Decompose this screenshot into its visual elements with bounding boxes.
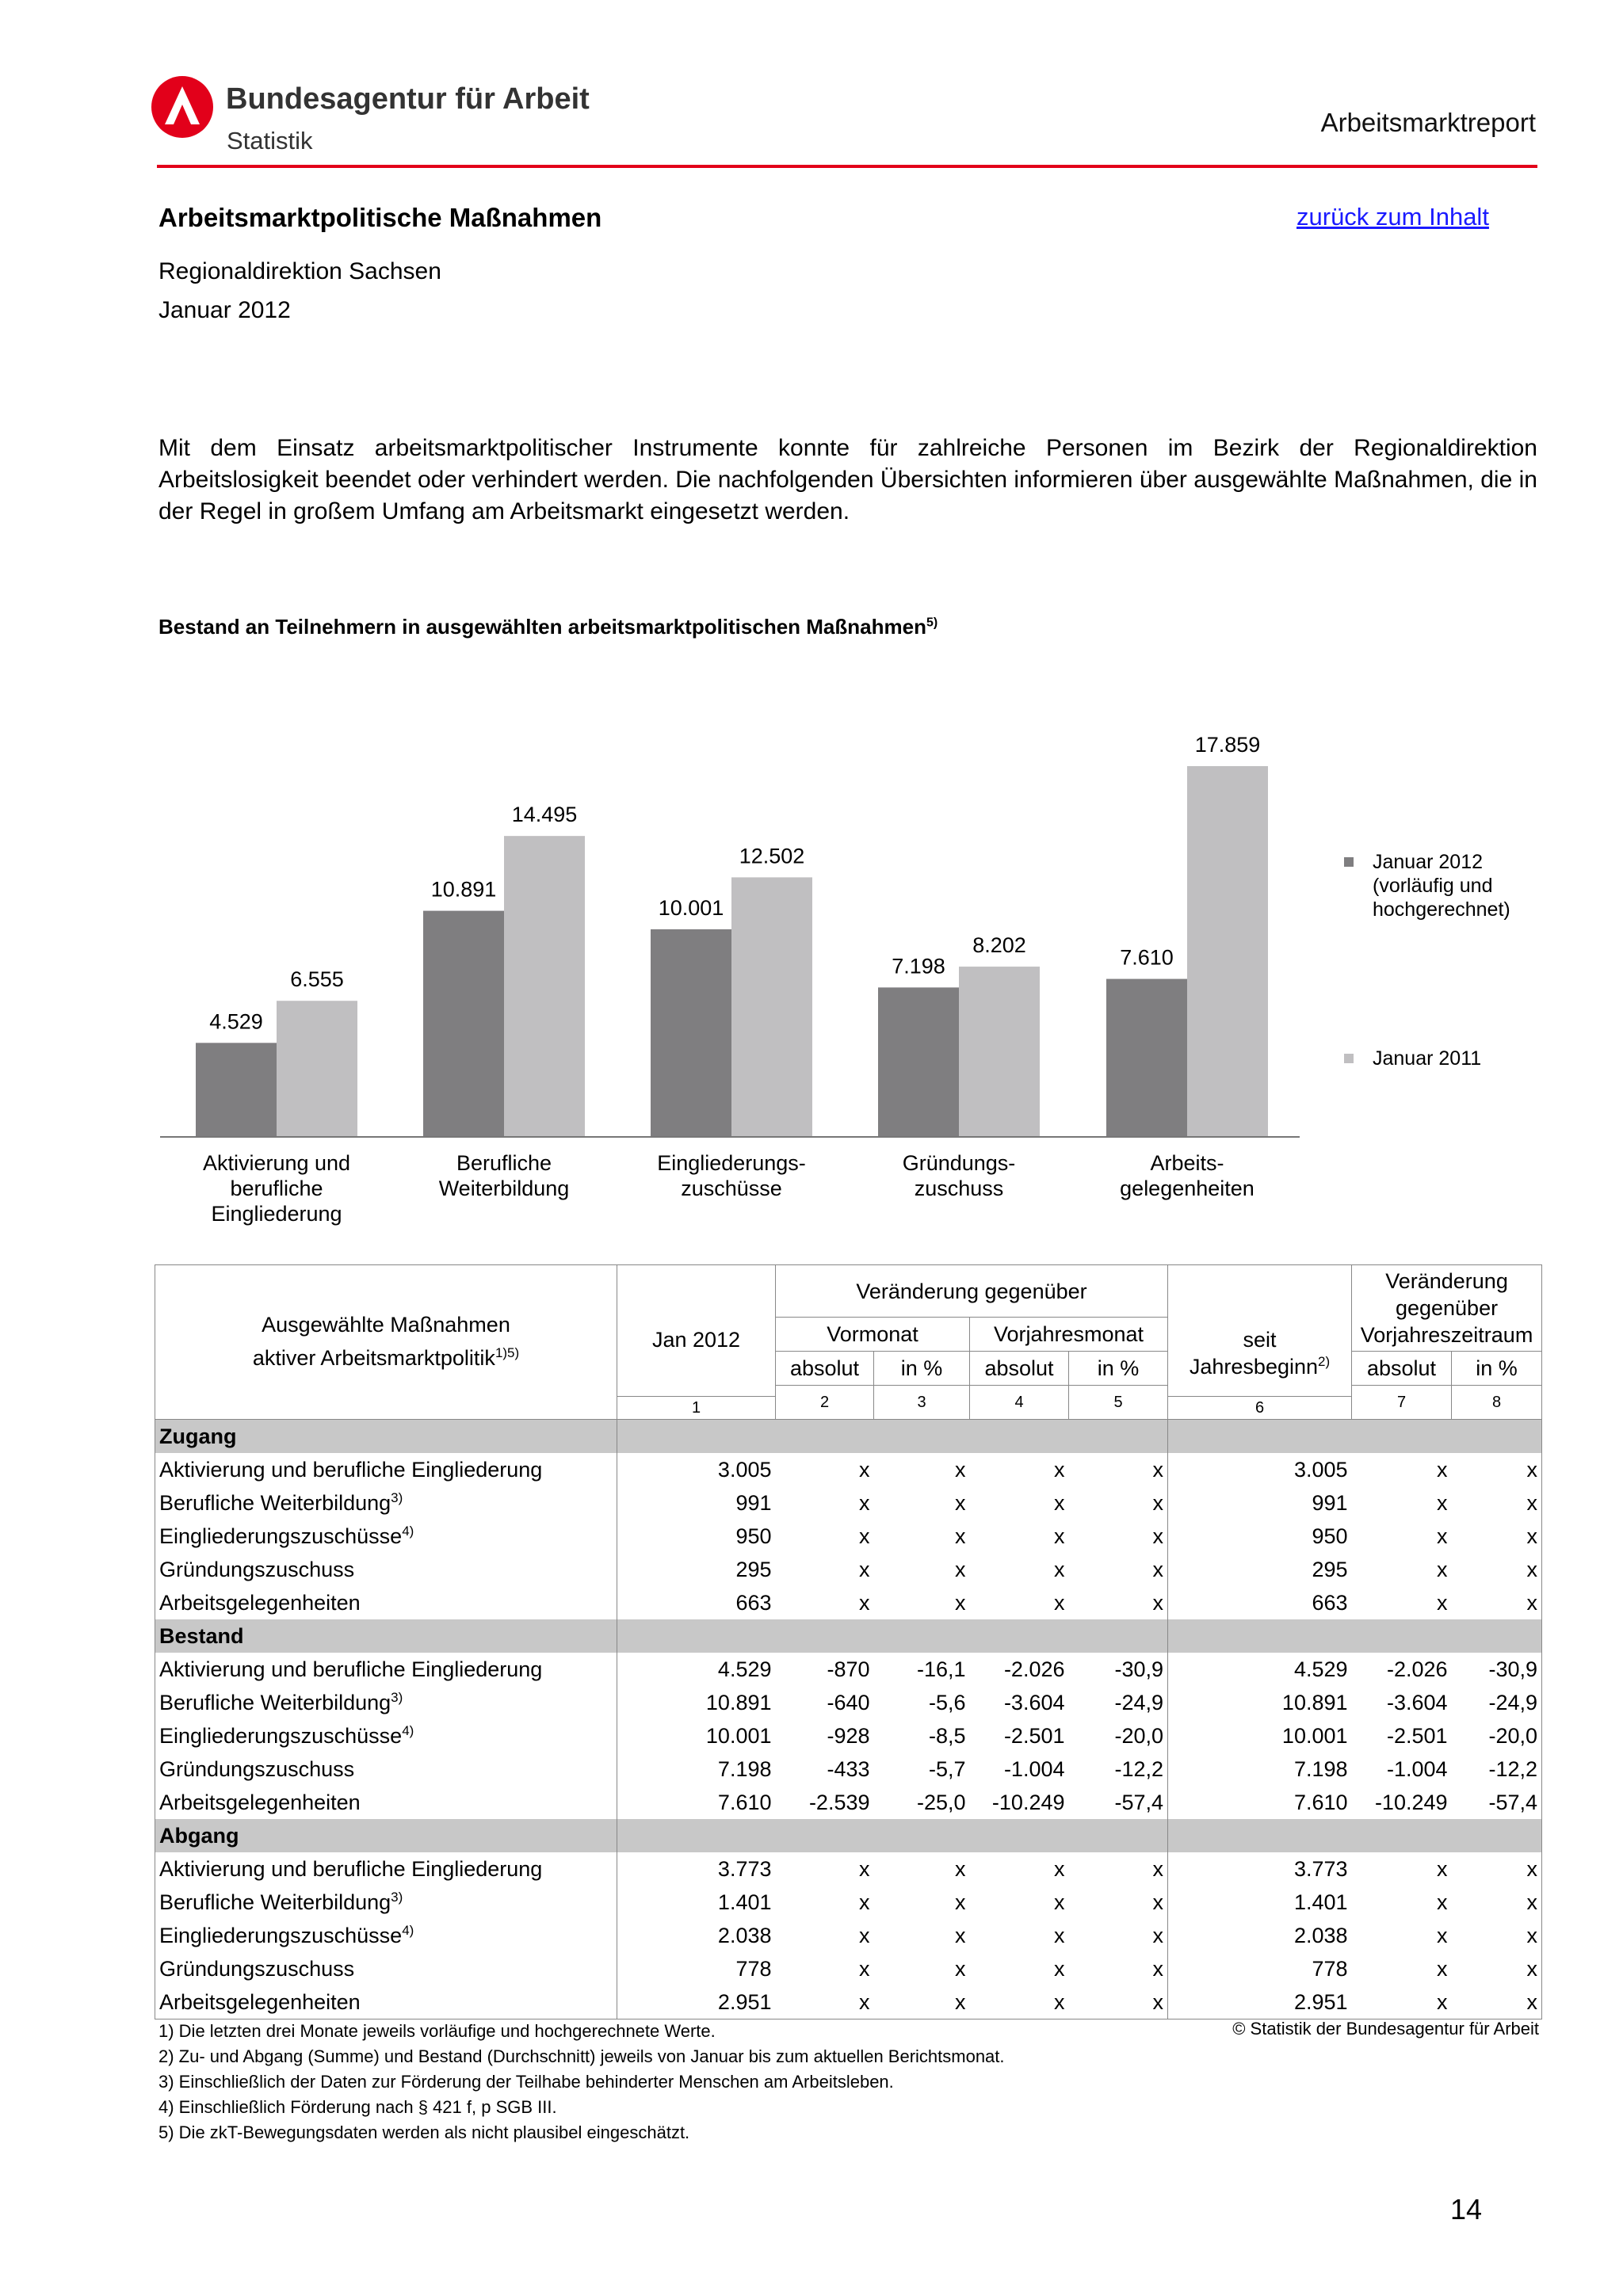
cell-col-2: -433	[827, 1756, 870, 1781]
row-label-text: Aktivierung und berufliche Eingliederung	[159, 1457, 543, 1482]
cell-col-1: 950	[735, 1524, 772, 1548]
table-row	[155, 1553, 1542, 1586]
cell-col-3: x	[955, 1557, 966, 1581]
cell-col-1: 3.005	[717, 1457, 772, 1482]
category-label-c1-l1: Aktivierung und	[202, 1151, 351, 1175]
header-measures-bottom	[155, 1386, 617, 1420]
row-label-text: Eingliederungszuschüsse	[159, 1723, 403, 1748]
cell-col-3: x	[955, 1590, 966, 1615]
cell-col-6: 991	[1168, 1486, 1352, 1520]
row-label-footnote: 4)	[402, 1722, 414, 1738]
cell-col-5: x	[1069, 1520, 1168, 1553]
category-label-c5-l2: gelegenheiten	[1120, 1177, 1254, 1200]
cell-col-4: x	[1054, 1890, 1065, 1914]
cell-col-3: x	[874, 1985, 970, 2019]
bar-s2-c4	[959, 967, 1040, 1137]
cell-col-5: x	[1069, 1919, 1168, 1952]
table-row	[155, 1952, 1542, 1985]
header-change2-line1: Veränderung	[1385, 1269, 1508, 1293]
category-label-c2-l1: Berufliche	[456, 1151, 552, 1175]
cell-col-5: -20,0	[1069, 1719, 1168, 1753]
cell-col-2: x	[859, 1956, 870, 1981]
cell-col-6: 778	[1168, 1952, 1352, 1985]
row-label-footnote: 4)	[402, 1523, 414, 1539]
table-row	[155, 1520, 1542, 1553]
header-change2-line3: Vorjahreszeitraum	[1360, 1323, 1533, 1347]
cell-col-1: 4.529	[717, 1657, 772, 1681]
row-label-text: Berufliche Weiterbildung	[159, 1890, 391, 1914]
cell-col-3: x	[955, 1457, 966, 1482]
bar-s1-c4	[878, 987, 959, 1137]
bar-s2-c2	[504, 836, 585, 1137]
cell-col-8: x	[1452, 1852, 1542, 1886]
cell-col-1: 7.198	[717, 1756, 772, 1781]
chart-title-text: Bestand an Teilnehmern in ausgewählten arbeitsmarktpolitischen Maßnahmen	[158, 615, 926, 639]
cell-col-3: x	[955, 1524, 966, 1548]
cell-col-1: 7.610	[717, 1790, 772, 1814]
cell-col-8: x	[1452, 1919, 1542, 1952]
cell-col-5: x	[1069, 1985, 1168, 2019]
cell-col-2: -2.539	[808, 1790, 870, 1814]
cell-col-2: x	[859, 1557, 870, 1581]
cell-col-6: 10.891	[1168, 1686, 1352, 1719]
bar-s2-c1	[277, 1001, 357, 1137]
row-label-footnote: 4)	[402, 1922, 414, 1938]
copyright: © Statistik der Bundesagentur für Arbeit	[1232, 2019, 1539, 2039]
header-seit: seit	[1243, 1328, 1277, 1352]
row-label	[155, 1919, 617, 1952]
cell-col-7: x	[1437, 1890, 1448, 1914]
legend-label-2-l1: Januar 2011	[1373, 1047, 1482, 1070]
cell-col-7: x	[1437, 1956, 1448, 1981]
header-change: Veränderung gegenüber	[776, 1265, 1168, 1318]
table-row	[155, 1919, 1542, 1952]
data-label-s1-c4: 7.198	[892, 954, 945, 978]
cell-col-6: 7.610	[1168, 1786, 1352, 1819]
row-label-text: Arbeitsgelegenheiten	[159, 1590, 361, 1615]
header-pct-3: in %	[874, 1352, 970, 1386]
row-label	[155, 1520, 617, 1553]
header-absolut-4: absolut	[970, 1352, 1069, 1386]
row-label-text: Gründungszuschuss	[159, 1756, 355, 1781]
cell-col-4: -2.501	[1003, 1723, 1065, 1748]
back-to-contents-link[interactable]: zurück zum Inhalt	[1296, 203, 1489, 231]
bar-s1-c2	[423, 911, 504, 1137]
cell-col-6: 1.401	[1168, 1886, 1352, 1919]
table-row	[155, 1753, 1542, 1786]
legend-label-1-l2: (vorläufig und	[1373, 875, 1493, 897]
row-label	[155, 1852, 617, 1886]
bar-s1-c5	[1106, 979, 1187, 1137]
month-label: Januar 2012	[158, 297, 291, 323]
row-label-text: Aktivierung und berufliche Eingliederung	[159, 1856, 543, 1881]
section-title: Abgang	[155, 1819, 617, 1852]
row-label	[155, 1952, 617, 1985]
table-row	[155, 1686, 1542, 1719]
cell-col-5: x	[1069, 1553, 1168, 1586]
row-label-text: Gründungszuschuss	[159, 1557, 355, 1581]
section-fill	[1168, 1619, 1542, 1653]
table-row	[155, 1453, 1542, 1486]
section-title: Bestand	[155, 1619, 617, 1653]
cell-col-5: x	[1069, 1453, 1168, 1486]
header-absolut-2: absolut	[776, 1352, 874, 1386]
cell-col-4: x	[970, 1985, 1069, 2019]
cell-col-6: 950	[1168, 1520, 1352, 1553]
cell-col-3: x	[955, 1890, 966, 1914]
cell-col-2: x	[859, 1923, 870, 1947]
cell-col-2: x	[859, 1524, 870, 1548]
cell-col-1: 1.401	[717, 1890, 772, 1914]
row-label-text: Arbeitsgelegenheiten	[159, 1790, 361, 1814]
page-number: 14	[1450, 2193, 1483, 2225]
cell-col-4: -3.604	[1003, 1690, 1065, 1714]
cell-col-7: -2.501	[1386, 1723, 1448, 1748]
bar-s1-c1	[196, 1043, 277, 1137]
row-label	[155, 1719, 617, 1753]
header-vormonat: Vormonat	[776, 1318, 970, 1352]
measures-table	[155, 1264, 1542, 2019]
cell-col-2: x	[776, 1985, 874, 2019]
section-row	[155, 1819, 1542, 1852]
table-row	[155, 1786, 1542, 1819]
footnote-4: 4) Einschließlich Förderung nach § 421 f, p SGB III.	[158, 2097, 557, 2117]
header-vorjahresmonat: Vorjahresmonat	[970, 1318, 1168, 1352]
section-row	[155, 1420, 1542, 1454]
cell-col-3: -5,7	[928, 1756, 966, 1781]
data-label-s2-c1: 6.555	[290, 967, 344, 992]
table-row	[155, 1719, 1542, 1753]
cell-col-5: x	[1069, 1952, 1168, 1985]
cell-col-7: -3.604	[1386, 1690, 1448, 1714]
cell-col-7: x	[1437, 1856, 1448, 1881]
row-label	[155, 1686, 617, 1719]
cell-col-6: 3.005	[1168, 1453, 1352, 1486]
cell-col-1: 295	[735, 1557, 772, 1581]
row-label-footnote: 3)	[391, 1689, 403, 1705]
table-row	[155, 1586, 1542, 1619]
footnote-5: 5) Die zkT-Bewegungsdaten werden als nicht plausibel eingeschätzt.	[158, 2122, 690, 2142]
category-label-c4-l1: Gründungs-	[902, 1151, 1016, 1175]
cell-col-4: x	[1054, 1590, 1065, 1615]
cell-col-1: 10.891	[705, 1690, 772, 1714]
row-label-text: Eingliederungszuschüsse	[159, 1923, 403, 1947]
intro-paragraph: Mit dem Einsatz arbeitsmarktpolitischer Instrumente konnte für zahlreiche Personen im Bezirk der Regionaldirektion Arbeitslosigkeit beendet oder verhindert werden. Die nachfolgenden Übersichten informieren über ausgewählte Maßnahmen, die in der Regel in großem Umfang am Arbeitsmarkt eingesetzt werden.	[158, 435, 1537, 524]
row-label	[155, 1786, 617, 1819]
category-label-c4-l2: zuschuss	[914, 1177, 1004, 1200]
cell-col-5: x	[1069, 1886, 1168, 1919]
cell-col-3: x	[955, 1923, 966, 1947]
legend-label-1-l1: Januar 2012	[1373, 851, 1484, 873]
section-fill	[1168, 1420, 1542, 1454]
row-label-text: Arbeitsgelegenheiten	[159, 1989, 361, 2014]
cell-col-8: x	[1452, 1952, 1542, 1985]
footnote-2: 2) Zu- und Abgang (Summe) und Bestand (Durchschnitt) jeweils von Januar bis zum aktuellen Berichtsmonat.	[158, 2046, 1005, 2066]
cell-col-3: -25,0	[916, 1790, 966, 1814]
cell-col-5: -12,2	[1069, 1753, 1168, 1786]
data-label-s2-c4: 8.202	[972, 933, 1026, 958]
data-label-s1-c3: 10.001	[658, 895, 724, 920]
header-measures	[155, 1265, 617, 1386]
cell-col-8: x	[1452, 1553, 1542, 1586]
col-num-7: 7	[1352, 1386, 1452, 1420]
cell-col-8: x	[1452, 1486, 1542, 1520]
cell-col-7: -2.026	[1386, 1657, 1448, 1681]
table-row	[155, 1486, 1542, 1520]
cell-col-1: 3.773	[717, 1856, 772, 1881]
category-label-c3-l2: zuschüsse	[681, 1177, 782, 1200]
page-title: Arbeitsmarktpolitische Maßnahmen	[158, 203, 602, 232]
data-label-s2-c5: 17.859	[1194, 733, 1261, 757]
row-label-footnote: 3)	[391, 1889, 403, 1905]
cell-col-1: 663	[735, 1590, 772, 1615]
header-jahresbeginn	[1172, 1353, 1347, 1380]
header-measures-line1: Ausgewählte Maßnahmen	[262, 1312, 510, 1337]
col-num-6: 6	[1168, 1396, 1351, 1419]
bar-s1-c3	[651, 929, 731, 1137]
table-row	[155, 1653, 1542, 1686]
header-measures-footnote: 1)5)	[495, 1344, 520, 1360]
region-label: Regionaldirektion Sachsen	[158, 258, 441, 284]
cell-col-4: x	[1054, 1557, 1065, 1581]
cell-col-6: 7.198	[1168, 1753, 1352, 1786]
table-row	[155, 1985, 1542, 2019]
row-label-text: Gründungszuschuss	[159, 1956, 355, 1981]
header-jan	[617, 1265, 776, 1420]
cell-col-4: x	[1054, 1956, 1065, 1981]
col-num-1: 1	[617, 1396, 775, 1419]
section-fill	[617, 1619, 1168, 1653]
cell-col-1: 2.951	[617, 1985, 776, 2019]
header-change2-line2: gegenüber	[1395, 1296, 1499, 1320]
cell-col-6: 4.529	[1168, 1653, 1352, 1686]
row-label	[155, 1886, 617, 1919]
cell-col-8: x	[1452, 1985, 1542, 2019]
cell-col-8: -12,2	[1452, 1753, 1542, 1786]
category-label-c2-l2: Weiterbildung	[438, 1177, 570, 1200]
col-num-8: 8	[1452, 1386, 1542, 1420]
report-label: Arbeitsmarktreport	[1320, 108, 1536, 137]
category-label-c3-l1: Eingliederungs-	[657, 1151, 806, 1175]
cell-col-4: x	[1054, 1923, 1065, 1947]
cell-col-4: x	[1054, 1524, 1065, 1548]
row-label	[155, 1753, 617, 1786]
cell-col-8: x	[1452, 1586, 1542, 1619]
bar-s2-c3	[731, 877, 812, 1137]
cell-col-1: 991	[735, 1490, 772, 1515]
cell-col-4: x	[1054, 1856, 1065, 1881]
cell-col-8: -30,9	[1452, 1653, 1542, 1686]
cell-col-5: -24,9	[1069, 1686, 1168, 1719]
data-label-s1-c5: 7.610	[1120, 945, 1174, 970]
cell-col-6: 295	[1168, 1553, 1352, 1586]
data-label-s2-c3: 12.502	[739, 844, 805, 868]
cell-col-5: x	[1069, 1486, 1168, 1520]
header-absolut-7: absolut	[1352, 1352, 1452, 1386]
cell-col-2: -870	[827, 1657, 870, 1681]
cell-col-5: -57,4	[1069, 1786, 1168, 1819]
cell-col-7: x	[1437, 1590, 1448, 1615]
table-row	[155, 1852, 1542, 1886]
cell-col-2: -928	[827, 1723, 870, 1748]
cell-col-4: -2.026	[1003, 1657, 1065, 1681]
cell-col-1: 2.038	[717, 1923, 772, 1947]
cell-col-5: x	[1069, 1586, 1168, 1619]
col-num-3: 3	[874, 1386, 970, 1420]
cell-col-2: x	[859, 1490, 870, 1515]
header-change-prev-period	[1352, 1265, 1542, 1352]
cell-col-4: -10.249	[991, 1790, 1065, 1814]
col-num-2: 2	[776, 1386, 874, 1420]
cell-col-6: 3.773	[1168, 1852, 1352, 1886]
cell-col-5: x	[1069, 1852, 1168, 1886]
cell-col-8: -20,0	[1452, 1719, 1542, 1753]
cell-col-1: 10.001	[705, 1723, 772, 1748]
row-label	[155, 1553, 617, 1586]
cell-col-6: 10.001	[1168, 1719, 1352, 1753]
header-jahresbeginn-text: Jahresbeginn	[1189, 1355, 1319, 1379]
header-since	[1168, 1265, 1352, 1420]
section-fill	[617, 1420, 1168, 1454]
col-num-5: 5	[1069, 1386, 1168, 1420]
org-name: Bundesagentur für Arbeit	[226, 82, 590, 116]
cell-col-6: 2.038	[1168, 1919, 1352, 1952]
header-jahresbeginn-footnote: 2)	[1318, 1354, 1331, 1369]
row-label	[155, 1985, 617, 2019]
footnote-3: 3) Einschließlich der Daten zur Förderung der Teilhabe behinderter Menschen am Arbeitsleben.	[158, 2072, 894, 2092]
data-label-s1-c1: 4.529	[209, 1009, 263, 1034]
cell-col-2: x	[859, 1457, 870, 1482]
cell-col-1: 778	[735, 1956, 772, 1981]
cell-col-4: x	[1054, 1457, 1065, 1482]
row-label-text: Aktivierung und berufliche Eingliederung	[159, 1657, 543, 1681]
cell-col-2: x	[859, 1590, 870, 1615]
cell-col-3: -16,1	[916, 1657, 966, 1681]
cell-col-7: -10.249	[1374, 1790, 1448, 1814]
section-title: Zugang	[155, 1420, 617, 1454]
cell-col-3: -8,5	[928, 1723, 966, 1748]
cell-col-5: -30,9	[1069, 1653, 1168, 1686]
header-jan-text: Jan 2012	[651, 1328, 741, 1352]
header-measures-line2	[159, 1344, 613, 1371]
category-label-c5-l1: Arbeits-	[1150, 1151, 1224, 1175]
cell-col-2: -640	[827, 1690, 870, 1714]
cell-col-6: 2.951	[1168, 1985, 1352, 2019]
cell-col-8: -24,9	[1452, 1686, 1542, 1719]
header-pct-5: in %	[1069, 1352, 1168, 1386]
cell-col-7: x	[1437, 1557, 1448, 1581]
cell-col-2: x	[859, 1890, 870, 1914]
header-measures-line2-text: aktiver Arbeitsmarktpolitik	[252, 1345, 495, 1370]
cell-col-8: -57,4	[1452, 1786, 1542, 1819]
cell-col-2: x	[859, 1856, 870, 1881]
cell-col-3: x	[955, 1956, 966, 1981]
cell-col-3: x	[955, 1856, 966, 1881]
row-label	[155, 1453, 617, 1486]
cell-col-4: -1.004	[1003, 1756, 1065, 1781]
org-subtitle: Statistik	[227, 127, 313, 154]
row-label-text: Berufliche Weiterbildung	[159, 1490, 391, 1515]
header-pct-8: in %	[1452, 1352, 1542, 1386]
section-fill	[1168, 1819, 1542, 1852]
cell-col-7: x	[1437, 1524, 1448, 1548]
cell-col-7: x	[1437, 1923, 1448, 1947]
bar-s2-c5	[1187, 766, 1268, 1137]
section-fill	[617, 1819, 1168, 1852]
row-label	[155, 1486, 617, 1520]
cell-col-7: -1.004	[1386, 1756, 1448, 1781]
cell-col-8: x	[1452, 1886, 1542, 1919]
legend-swatch-2	[1344, 1054, 1354, 1063]
cell-col-7: x	[1437, 1457, 1448, 1482]
cell-col-4: x	[1054, 1490, 1065, 1515]
cell-col-3: -5,6	[928, 1690, 966, 1714]
data-label-s1-c2: 10.891	[430, 877, 497, 902]
footnote-1: 1) Die letzten drei Monate jeweils vorläufige und hochgerechnete Werte.	[158, 2021, 716, 2041]
footnotes	[158, 2019, 1005, 2145]
cell-col-3: x	[955, 1490, 966, 1515]
cell-col-7: x	[1437, 1490, 1448, 1515]
category-label-c1-l3: Eingliederung	[211, 1202, 342, 1226]
row-label-text: Eingliederungszuschüsse	[159, 1524, 403, 1548]
cell-col-6: 663	[1168, 1586, 1352, 1619]
legend-label-1-l3: hochgerechnet)	[1373, 898, 1510, 921]
cell-col-8: x	[1452, 1520, 1542, 1553]
section-row	[155, 1619, 1542, 1653]
data-label-s2-c2: 14.495	[511, 803, 578, 827]
table-row	[155, 1886, 1542, 1919]
row-label	[155, 1653, 617, 1686]
col-num-4: 4	[970, 1386, 1069, 1420]
row-label	[155, 1586, 617, 1619]
row-label-footnote: 3)	[391, 1489, 403, 1505]
cell-col-8: x	[1452, 1453, 1542, 1486]
category-label-c1-l2: berufliche	[230, 1177, 323, 1200]
row-label-text: Berufliche Weiterbildung	[159, 1690, 391, 1714]
legend-swatch-1	[1344, 857, 1354, 867]
cell-col-7: x	[1352, 1985, 1452, 2019]
chart-title-footnote: 5)	[926, 616, 938, 630]
